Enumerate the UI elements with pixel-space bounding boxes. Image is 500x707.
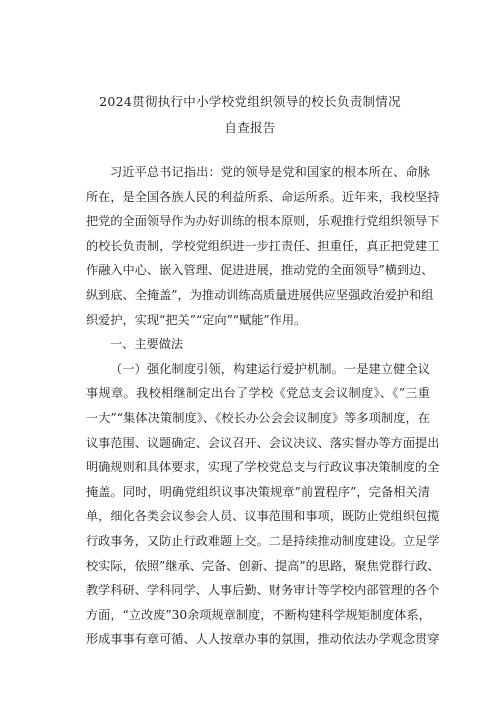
paragraph-line: 纵到底、全掩盖”，为推动训练高质量进展供应坚强政治爱护和组 — [86, 287, 434, 302]
paragraph-line: 所在，是全国各族人民的利益所系、命运所系。近年来，我校坚持 — [86, 189, 440, 204]
report-subtitle: 自查报告 — [224, 120, 276, 135]
paragraph-line: 作融入中心、嵌入管理、促进进展，推动党的全面领导”横到边、 — [86, 263, 434, 278]
paragraph-line: 方面，“立改废”30余项规章制度，不断构建科学规矩制度体系， — [86, 607, 431, 622]
paragraph-line: 把党的全面领导作为办好训练的根本原则，乐观推行党组织领导下 — [86, 214, 440, 229]
paragraph-line: 议事范围、议题确定、会议召开、会议决议、落实督办等方面提出 — [86, 435, 440, 450]
paragraph-line: 掩盖。同时，明确党组织议事决策规章”前置程序”，完备相关清 — [86, 484, 430, 499]
paragraph-line: 一大”“集体决策制度》、《校长办公会会议制度》等多项制度，在 — [86, 410, 430, 425]
paragraph-line: 习近平总书记指出：党的领导是党和国家的根本所在、命脉 — [110, 165, 430, 179]
paragraph-line: 校实际，依照”继承、完备、创新、提高”的思路，聚焦党群行政、 — [86, 558, 440, 573]
report-title: 2024贯彻执行中小学校党组织领导的校长负责制情况 — [99, 94, 401, 109]
section-heading: 一、主要做法 — [110, 337, 184, 352]
paragraph-line: 明确规则和具体要求，实现了学校党总支与行政议事决策制度的全 — [86, 460, 440, 475]
paragraph-line: 形成事事有章可循、人人按章办事的氛围，推动依法办学观念贯穿 — [86, 632, 440, 647]
paragraph-line: 行政事务，又防止行政难题上交。二是持续推动制度建设。立足学 — [86, 533, 440, 548]
paragraph-line: 织爱护，实现“把关”“定向”“赋能”作用。 — [86, 312, 307, 327]
paragraph-line: 的校长负责制，学校党组织进一步扛责任、担重任，真正把党建工 — [86, 238, 440, 253]
paragraph-line: 单，细化各类会议参会人员、议事范围和事项，既防止党组织包揽 — [86, 509, 440, 524]
report-body — [86, 160, 440, 652]
paragraph-line: 教学科研、学科同学、人事后勤、财务审计等学校内部管理的各个 — [86, 583, 440, 598]
paragraph-line: 事规章。我校相继制定出台了学校《党总支会议制度》、《”三重 — [86, 386, 430, 401]
paragraph-line: （一）强化制度引领，构建运行爱护机制。一是建立健全议 — [110, 361, 430, 376]
